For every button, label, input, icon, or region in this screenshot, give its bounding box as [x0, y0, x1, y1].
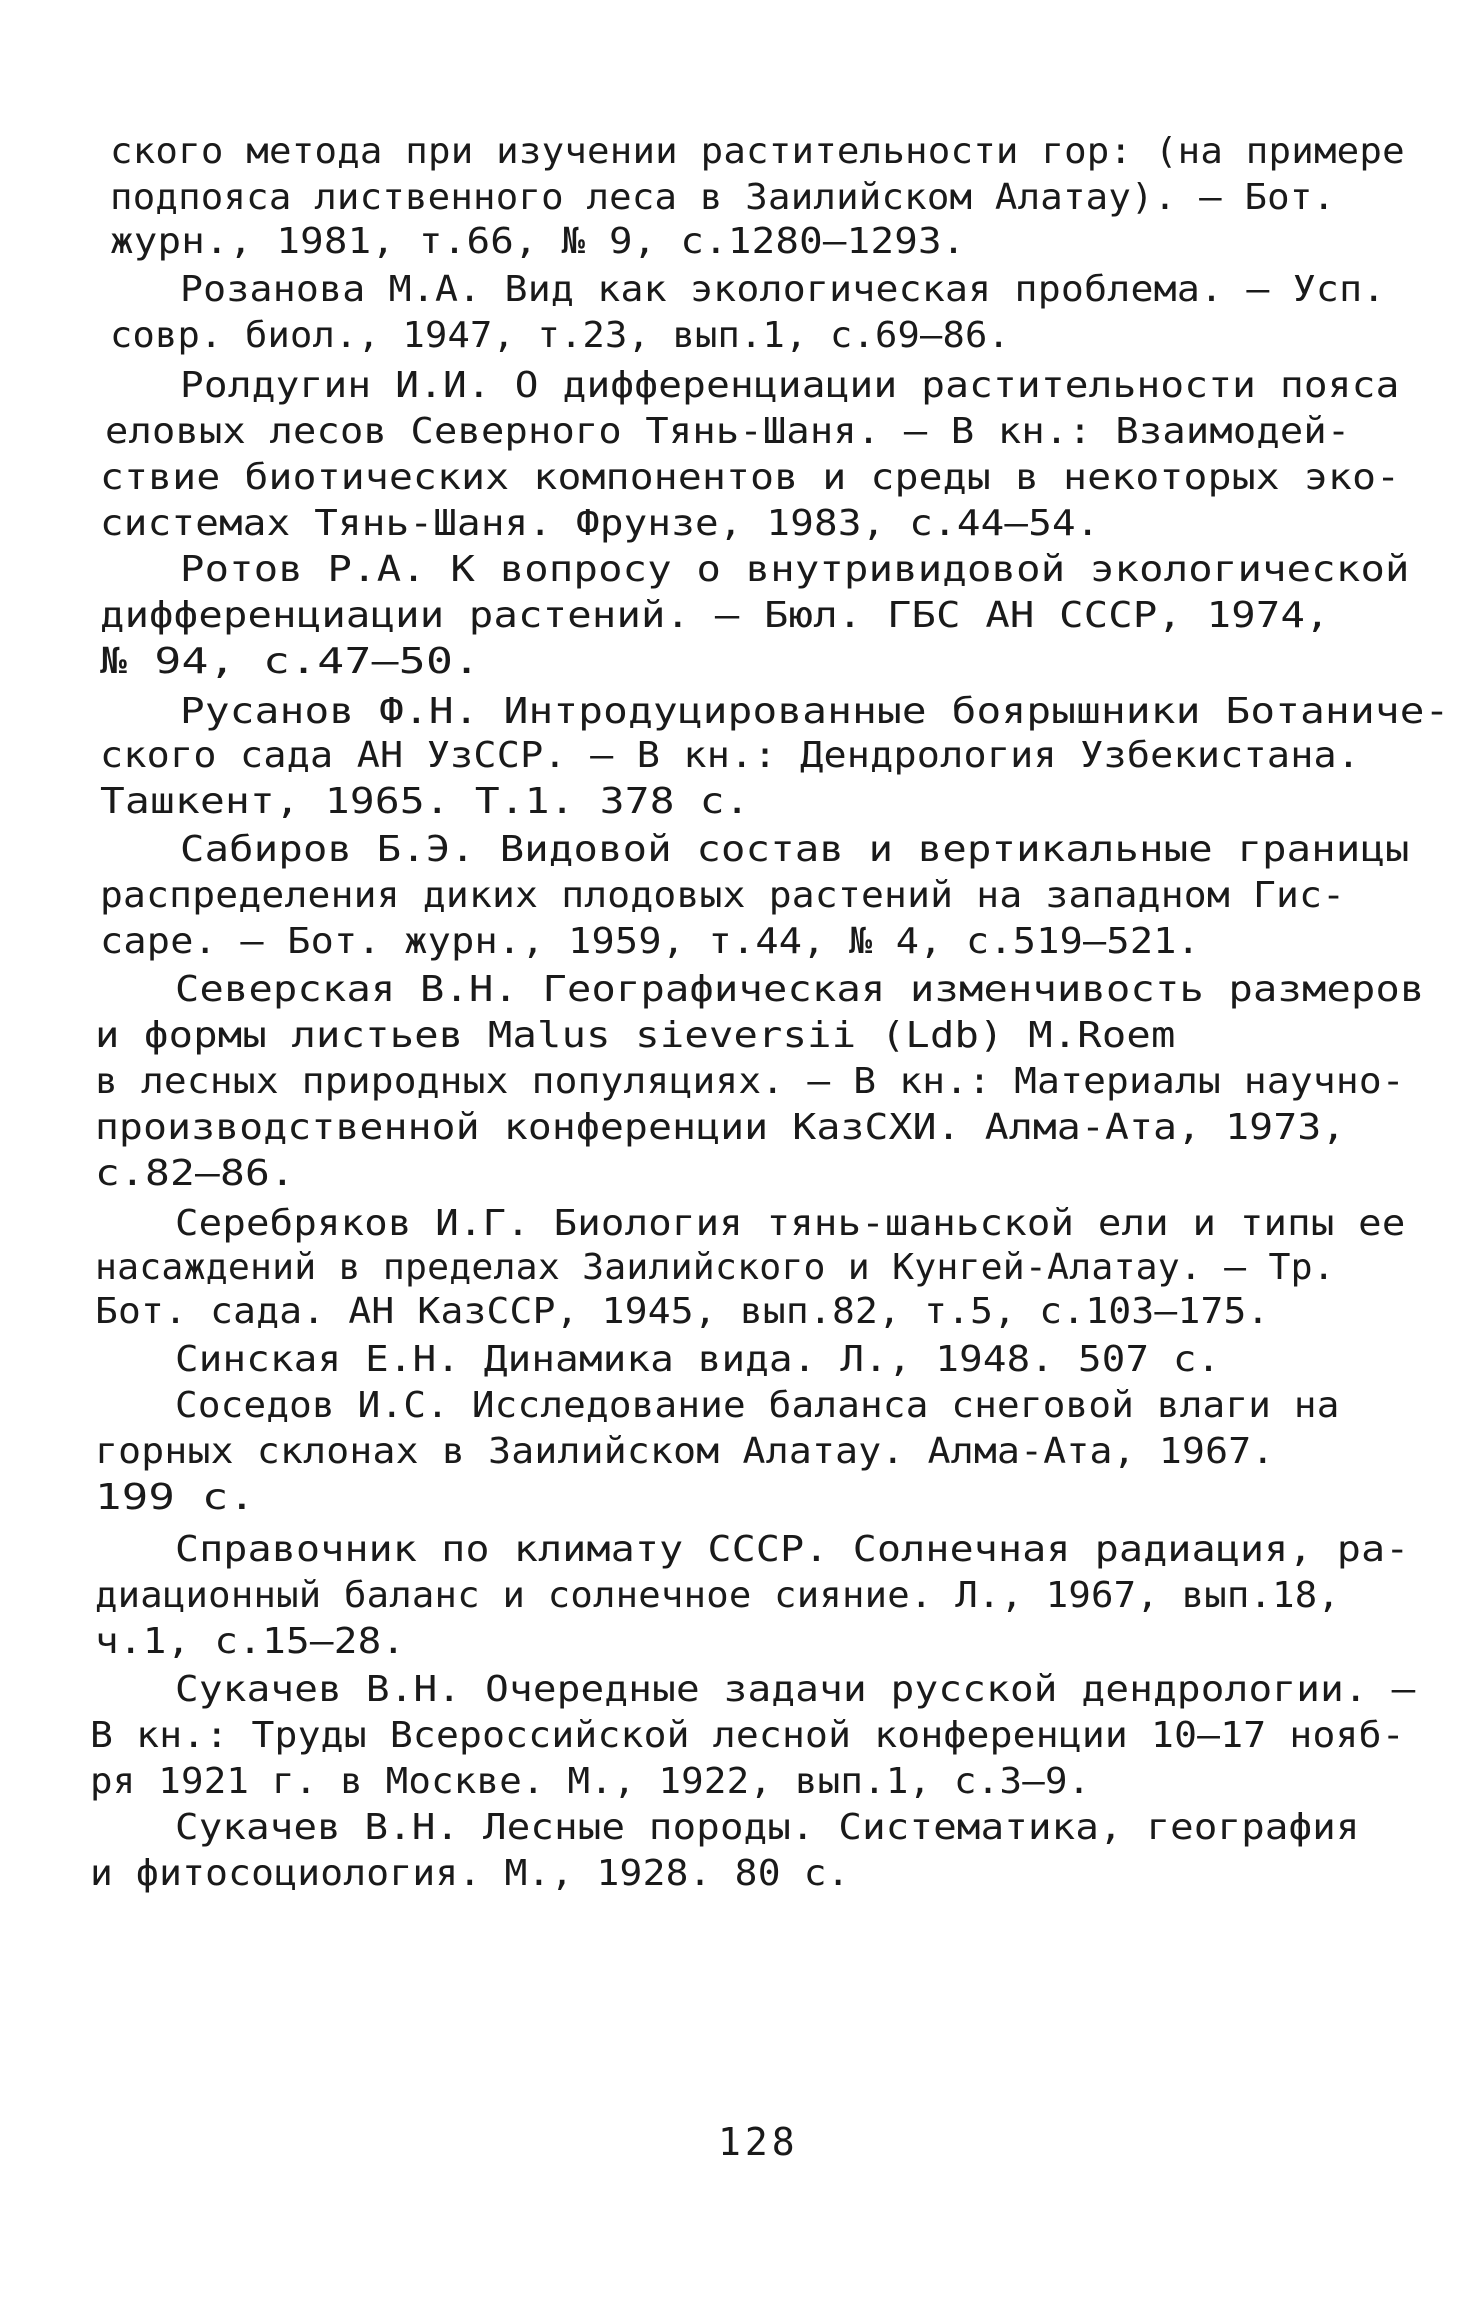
reference-line: производственной конференции КазСХИ. Алма-Ата, 1973,	[95, 1107, 1346, 1148]
reference-line: Ротов Р.А. К вопросу о внутривидовой экологической	[180, 549, 1410, 590]
reference-line: Сукачев В.Н. Лесные породы. Систематика, география	[175, 1807, 1360, 1848]
reference-line: ского сада АН УзССР. – В кн.: Дендрология Узбекистана.	[100, 735, 1361, 776]
reference-line: подпояса лиственного леса в Заилийском Алатау). – Бот.	[110, 177, 1336, 218]
reference-line: 199 с.	[95, 1477, 256, 1518]
reference-line: и формы листьев Malus sieversii (Ldb) M.Roem	[95, 1015, 1176, 1056]
reference-line: Ташкент, 1965. Т.1. 378 с.	[100, 781, 750, 822]
reference-line: в лесных природных популяциях. – В кн.: Материалы научно-	[95, 1061, 1405, 1102]
reference-line: Бот. сада. АН КазССР, 1945, вып.82, т.5, с.103–175.	[95, 1291, 1270, 1332]
reference-line: диационный баланс и солнечное сияние. Л., 1967, вып.18,	[95, 1575, 1341, 1616]
reference-line: и фитосоциология. М., 1928. 80 с.	[90, 1853, 850, 1894]
reference-line: саре. – Бот. журн., 1959, т.44, № 4, с.519–521.	[100, 921, 1201, 962]
reference-line: Русанов Ф.Н. Интродуцированные боярышники Ботаниче-	[180, 691, 1450, 732]
reference-line: системах Тянь-Шаня. Фрунзе, 1983, с.44–54.	[100, 503, 1100, 544]
reference-line: еловых лесов Северного Тянь-Шаня. – В кн.: Взаимодей-	[105, 411, 1351, 452]
reference-line: В кн.: Труды Всероссийской лесной конференции 10–17 нояб-	[90, 1715, 1405, 1756]
reference-line: ч.1, с.15–28.	[95, 1621, 406, 1662]
reference-line: совр. биол., 1947, т.23, вып.1, с.69–86.	[110, 315, 1010, 356]
reference-line: журн., 1981, т.66, № 9, с.1280–1293.	[110, 221, 966, 262]
reference-line: Справочник по климату СССР. Солнечная радиация, ра-	[175, 1529, 1410, 1570]
reference-line: насаждений в пределах Заилийского и Кунгей-Алатау. – Тр.	[95, 1247, 1335, 1288]
reference-line: горных склонах в Заилийском Алатау. Алма-Ата, 1967.	[95, 1431, 1275, 1472]
reference-line: с.82–86.	[95, 1153, 296, 1194]
reference-line: распределения диких плодовых растений на западном Гис-	[100, 875, 1346, 916]
reference-line: Северская В.Н. Географическая изменчивость размеров	[175, 969, 1425, 1010]
reference-line: дифференциации растений. – Бюл. ГБС АН СССР, 1974,	[100, 595, 1330, 636]
reference-line: ря 1921 г. в Москве. М., 1922, вып.1, с.3–9.	[90, 1761, 1091, 1802]
page-number: 128	[718, 2120, 799, 2164]
reference-line: Соседов И.С. Исследование баланса снеговой влаги на	[175, 1385, 1340, 1426]
reference-line: Синская Е.Н. Динамика вида. Л., 1948. 507 с.	[175, 1339, 1221, 1380]
reference-line: Ролдугин И.И. О дифференциации растительности пояса	[180, 365, 1400, 406]
reference-line: ского метода при изучении растительности гор: (на примере	[110, 131, 1405, 172]
reference-line: № 94, с.47–50.	[100, 641, 481, 682]
reference-line: ствие биотических компонентов и среды в некоторых эко-	[100, 457, 1401, 498]
reference-line: Розанова М.А. Вид как экологическая проблема. – Усп.	[180, 269, 1386, 310]
reference-line: Сабиров Б.Э. Видовой состав и вертикальные границы	[180, 829, 1410, 870]
reference-line: Серебряков И.Г. Биология тянь-шаньской ели и типы ее	[175, 1203, 1406, 1244]
reference-line: Сукачев В.Н. Очередные задачи русской дендрологии. –	[175, 1669, 1416, 1710]
